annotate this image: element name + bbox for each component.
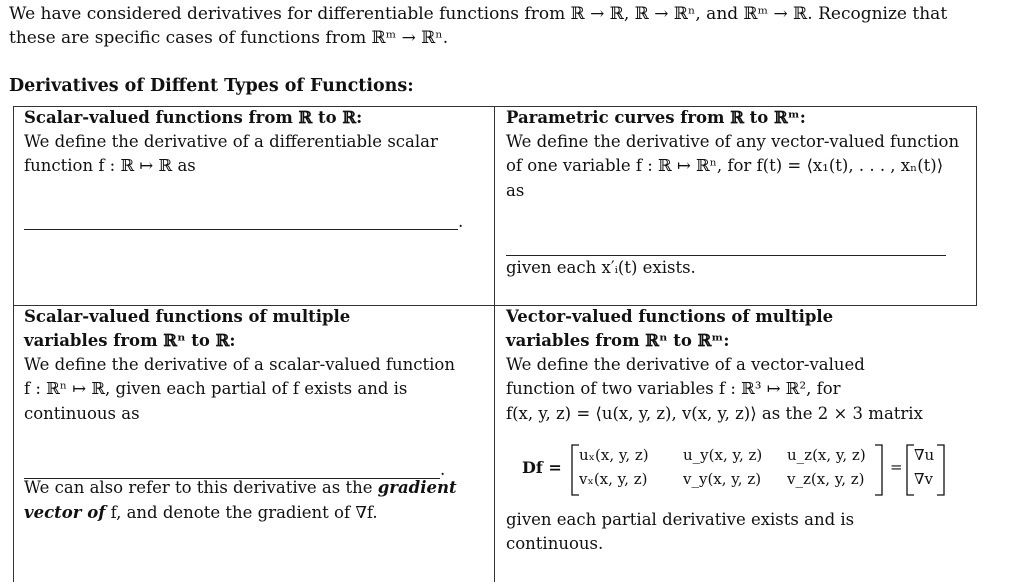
gradient-right-bracket [934,444,948,496]
matrix-cell-2-1: vₓ(x, y, z) [579,470,648,488]
cell-parametric-text-3: as [506,181,525,200]
cell-scalar-period: . [458,212,464,231]
table-left-border [13,106,14,582]
cell-multi-scalar-text-1: We define the derivative of a scalar-valued function [24,355,455,374]
matrix-cell-1-3: u_z(x, y, z) [787,446,866,464]
cell-multi-vector-text-4: given each partial derivative exists and is [506,510,855,529]
cell-scalar-answer-blank[interactable] [24,229,458,230]
cell-multi-scalar-text-4 [24,478,457,497]
cell-parametric-title: Parametric curves from ℝ to ℝᵐ: [506,108,806,127]
cell-multi-scalar-text-2: f : ℝⁿ ↦ ℝ, given each partial of f exists and is [24,379,408,398]
cell-scalar-text-2: function f : ℝ ↦ ℝ as [24,156,196,175]
cell-multi-vector-text-3: f(x, y, z) = ⟨u(x, y, z), v(x, y, z)⟩ as the 2 × 3 matrix [506,404,923,423]
gradient-term: gradient [377,478,457,497]
cell-multi-vector-title-1: Vector-valued functions of multiple [506,307,834,326]
cell-multi-scalar-period: . [440,460,446,479]
matrix-row-1 [579,446,866,464]
cell-parametric-answer-blank[interactable] [506,255,946,256]
matrix-equals: = [890,458,903,476]
cell-multi-vector-text-2: function of two variables f : ℝ³ ↦ ℝ², for [506,379,841,398]
vector-of-term: vector of [24,503,106,522]
matrix-cell-1-1: uₓ(x, y, z) [579,446,649,464]
intro-line-1: We have considered derivatives for differentiable functions from ℝ → ℝ, ℝ → ℝⁿ, and ℝᵐ → ℝ. Recognize that [9,4,948,24]
cell-multi-scalar-title-2: variables from ℝⁿ to ℝ: [24,331,236,350]
matrix-right-bracket [872,444,886,496]
table-right-border [976,106,977,306]
cell-multi-scalar-text-5 [24,503,378,522]
gradient-row-1: ∇u [914,446,935,464]
matrix-cell-1-2: u_y(x, y, z) [683,446,763,464]
matrix-cell-2-2: v_y(x, y, z) [683,470,762,488]
cell-multi-scalar-text-4-pre: We can also refer to this derivative as the [24,478,373,497]
cell-parametric-text-4: given each x′ᵢ(t) exists. [506,258,696,277]
intro-line-2: these are specific cases of functions from ℝᵐ → ℝⁿ. [9,28,449,48]
cell-multi-vector-title-2: variables from ℝⁿ to ℝᵐ: [506,331,730,350]
cell-multi-scalar-text-5-post: f, and denote the gradient of ∇f. [110,503,378,522]
cell-parametric-text-1: We define the derivative of any vector-valued function [506,132,960,151]
cell-scalar-text-1: We define the derivative of a differentiable scalar [24,132,438,151]
gradient-row-2: ∇v [914,470,933,488]
matrix-cell-2-3: v_z(x, y, z) [787,470,865,488]
cell-multi-vector-text-5: continuous. [506,534,604,553]
cell-multi-scalar-text-3: continuous as [24,404,140,423]
matrix-row-2 [579,470,865,488]
cell-scalar-title: Scalar-valued functions from ℝ to ℝ: [24,108,363,127]
section-heading: Derivatives of Diffent Types of Functions: [9,76,414,96]
cell-multi-vector-text-1: We define the derivative of a vector-valued [506,355,865,374]
matrix-lhs: Df = [522,458,562,477]
cell-multi-scalar-title-1: Scalar-valued functions of multiple [24,307,351,326]
table-center-divider [494,106,495,582]
cell-parametric-text-2: of one variable f : ℝ ↦ ℝⁿ, for f(t) = ⟨x₁(t), . . . , xₙ(t)⟩ [506,156,944,175]
